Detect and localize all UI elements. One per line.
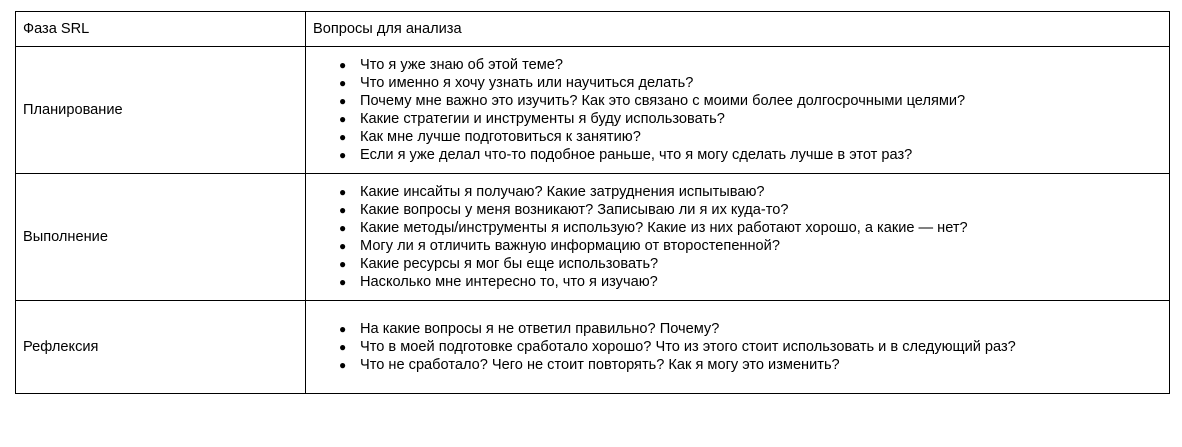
list-item bbox=[339, 219, 1162, 237]
list-item bbox=[339, 74, 1162, 92]
list-item bbox=[339, 110, 1162, 128]
question-text: Какие ресурсы я мог бы еще использовать? bbox=[360, 256, 659, 272]
bullet-icon: ● bbox=[339, 112, 347, 126]
list-item bbox=[339, 338, 1162, 356]
phase-cell-execution: Выполнение bbox=[16, 174, 306, 301]
question-text: Какие инсайты я получаю? Какие затруднения испытываю? bbox=[360, 184, 765, 200]
bullet-icon: ● bbox=[339, 58, 347, 72]
header-questions-cell: Вопросы для анализа bbox=[306, 12, 1170, 47]
list-item bbox=[339, 201, 1162, 219]
list-item bbox=[339, 146, 1162, 164]
questions-cell-planning bbox=[306, 47, 1170, 174]
question-text: Какие стратегии и инструменты я буду использовать? bbox=[360, 111, 725, 127]
bullet-icon: ● bbox=[339, 322, 347, 336]
bullet-icon: ● bbox=[339, 94, 347, 108]
questions-cell-reflection bbox=[306, 301, 1170, 394]
bullet-icon: ● bbox=[339, 257, 347, 271]
questions-cell-execution bbox=[306, 174, 1170, 301]
list-item bbox=[339, 356, 1162, 374]
question-text: На какие вопросы я не ответил правильно? Почему? bbox=[360, 321, 720, 337]
question-text: Почему мне важно это изучить? Как это связано с моими более долгосрочными целями? bbox=[360, 93, 966, 109]
list-item bbox=[339, 128, 1162, 146]
bullet-icon: ● bbox=[339, 358, 347, 372]
bullet-icon: ● bbox=[339, 275, 347, 289]
list-item bbox=[339, 56, 1162, 74]
question-text: Какие вопросы у меня возникают? Записываю ли я их куда-то? bbox=[360, 202, 789, 218]
question-list-reflection bbox=[313, 320, 1162, 374]
bullet-icon: ● bbox=[339, 340, 347, 354]
question-text: Насколько мне интересно то, что я изучаю? bbox=[360, 274, 658, 290]
srl-table bbox=[15, 11, 1170, 394]
bullet-icon: ● bbox=[339, 148, 347, 162]
question-list-planning bbox=[313, 56, 1162, 164]
header-phase-cell: Фаза SRL bbox=[16, 12, 306, 47]
question-text: Что именно я хочу узнать или научиться делать? bbox=[360, 75, 694, 91]
question-text: Как мне лучше подготовиться к занятию? bbox=[360, 129, 641, 145]
list-item bbox=[339, 237, 1162, 255]
question-text: Что я уже знаю об этой теме? bbox=[360, 57, 564, 73]
table-row-planning bbox=[16, 47, 1170, 174]
question-text: Если я уже делал что-то подобное раньше, что я могу сделать лучше в этот раз? bbox=[360, 147, 913, 163]
bullet-icon: ● bbox=[339, 203, 347, 217]
phase-cell-reflection: Рефлексия bbox=[16, 301, 306, 394]
bullet-icon: ● bbox=[339, 239, 347, 253]
bullet-icon: ● bbox=[339, 221, 347, 235]
question-text: Какие методы/инструменты я использую? Какие из них работают хорошо, а какие — нет? bbox=[360, 220, 968, 236]
list-item bbox=[339, 92, 1162, 110]
list-item bbox=[339, 255, 1162, 273]
phase-cell-planning: Планирование bbox=[16, 47, 306, 174]
question-text: Что в моей подготовке сработало хорошо? Что из этого стоит использовать и в следующий раз? bbox=[360, 339, 1016, 355]
bullet-icon: ● bbox=[339, 76, 347, 90]
table-row-reflection bbox=[16, 301, 1170, 394]
list-item bbox=[339, 320, 1162, 338]
question-text: Могу ли я отличить важную информацию от второстепенной? bbox=[360, 238, 780, 254]
list-item bbox=[339, 273, 1162, 291]
question-text: Что не сработало? Чего не стоит повторять? Как я могу это изменить? bbox=[360, 357, 840, 373]
bullet-icon: ● bbox=[339, 130, 347, 144]
table-header-row bbox=[16, 12, 1170, 47]
bullet-icon: ● bbox=[339, 185, 347, 199]
list-item bbox=[339, 183, 1162, 201]
question-list-execution bbox=[313, 183, 1162, 291]
table-row-execution bbox=[16, 174, 1170, 301]
